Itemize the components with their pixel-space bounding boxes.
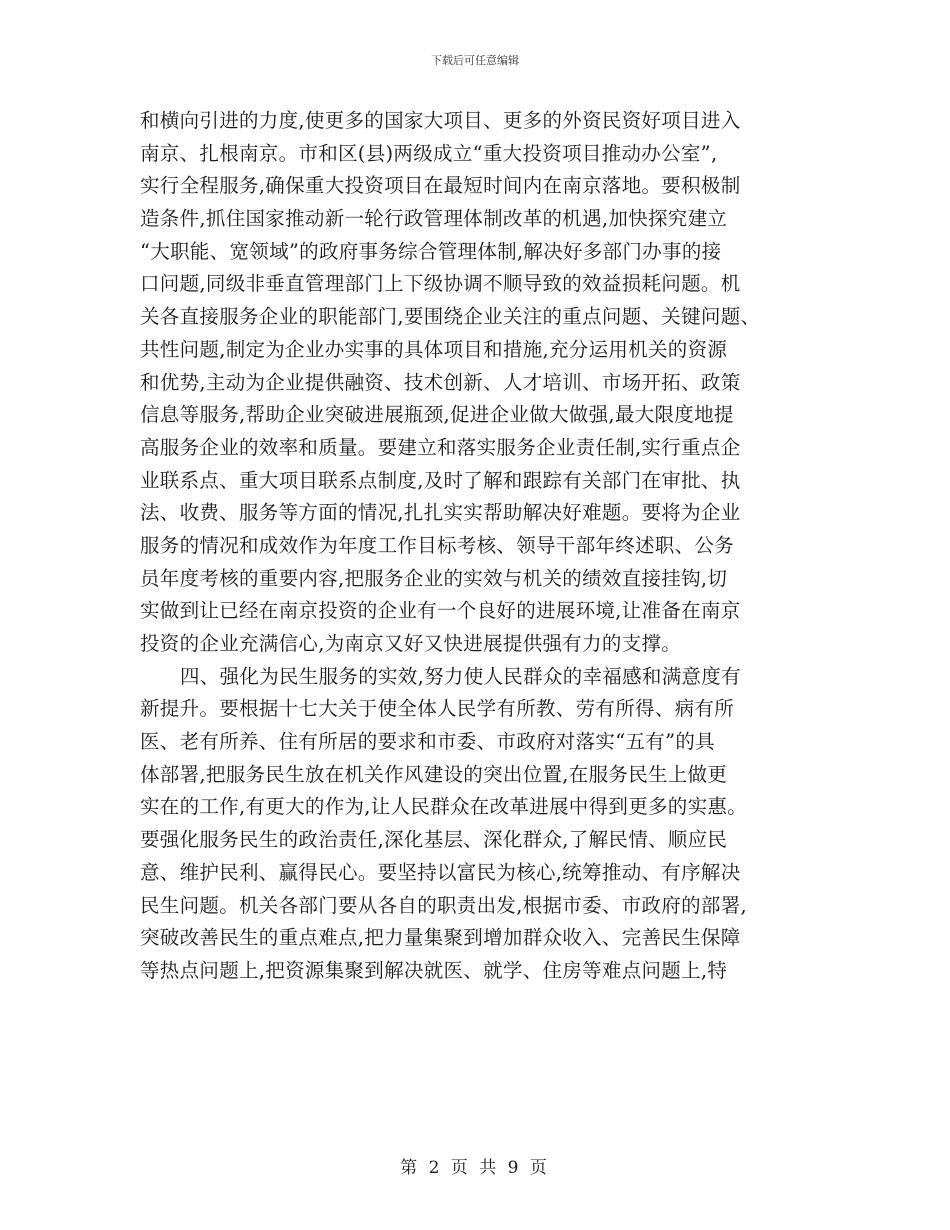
text-line: 意、维护民利、赢得民心。要坚持以富民为核心,统筹推动、有序解决 bbox=[140, 860, 741, 884]
page-header: 下载后可任意编辑 bbox=[431, 54, 519, 67]
text-line: 和横向引进的力度,使更多的国家大项目、更多的外资民资好项目进入 bbox=[140, 109, 741, 132]
text-line: 信息等服务,帮助企业突破进展瓶颈,促进企业做大做强,最大限度地提 bbox=[140, 403, 734, 427]
text-line: 和优势,主动为企业提供融资、技术创新、人才培训、市场开拓、政策 bbox=[140, 370, 741, 394]
text-line: 关各直接服务企业的职能部门,要围绕企业关注的重点问题、关键问题、 bbox=[140, 305, 761, 329]
text-line: 造条件,抓住国家推动新一轮行政管理体制改革的机遇,加快探究建立 bbox=[140, 207, 728, 231]
text-line: 实行全程服务,确保重大投资项目在最短时间内在南京落地。要积极制 bbox=[140, 174, 741, 198]
text-line: 投资的企业充满信心,为南京又好又快进展提供强有力的支撑。 bbox=[140, 632, 682, 655]
text-line: 实做到让已经在南京投资的企业有一个良好的进展环境,让准备在南京 bbox=[140, 599, 741, 623]
text-line: 共性问题,制定为企业办实事的具体项目和措施,充分运用机关的资源 bbox=[140, 337, 728, 361]
text-line: 新提升。要根据十七大关于使全体人民学有所教、劳有所得、病有所 bbox=[140, 697, 735, 721]
text-line: 法、收费、服务等方面的情况,扎扎实实帮助解决好难题。要将为企业 bbox=[140, 501, 741, 525]
section-heading-line: 四、强化为民生服务的实效,努力使人民群众的幸福感和满意度有 bbox=[180, 664, 741, 688]
text-line: 突破改善民生的重点难点,把力量集聚到增加群众收入、完善民生保障 bbox=[140, 926, 741, 950]
text-line: 高服务企业的效率和质量。要建立和落实服务企业责任制,实行重点企 bbox=[140, 435, 741, 459]
text-line: 等热点问题上,把资源集聚到解决就医、就学、住房等难点问题上,特 bbox=[140, 958, 728, 982]
text-line: 民生问题。机关各部门要从各自的职责出发,根据市委、市政府的部署, bbox=[140, 893, 747, 917]
document-body bbox=[140, 105, 830, 988]
text-line: 要强化服务民生的政治责任,深化基层、深化群众,了解民情、顺应民 bbox=[140, 828, 728, 852]
text-line: 业联系点、重大项目联系点制度,及时了解和跟踪有关部门在审批、执 bbox=[140, 468, 741, 492]
text-line: 南京、扎根南京。市和区(县)两级成立“重大投资项目推动办公室”, bbox=[140, 141, 718, 165]
text-line: 实在的工作,有更大的作为,让人民群众在改革进展中得到更多的实惠。 bbox=[140, 795, 747, 819]
text-line: 体部署,把服务民生放在机关作风建设的突出位置,在服务民生上做更 bbox=[140, 762, 728, 786]
text-line: 口问题,同级非垂直管理部门上下级协调不顺导致的效益损耗问题。机 bbox=[140, 272, 741, 296]
text-line: 员年度考核的重要内容,把服务企业的实效与机关的绩效直接挂钩,切 bbox=[140, 566, 728, 590]
page-footer: 第 2 页 共 9 页 bbox=[400, 1158, 550, 1178]
text-line: 医、老有所养、住有所居的要求和市委、市政府对落实“五有”的具 bbox=[140, 730, 715, 754]
text-line: 服务的情况和成效作为年度工作目标考核、领导干部年终述职、公务 bbox=[140, 533, 735, 557]
text-line: “大职能、宽领域”的政府事务综合管理体制,解决好多部门办事的接 bbox=[140, 239, 722, 263]
